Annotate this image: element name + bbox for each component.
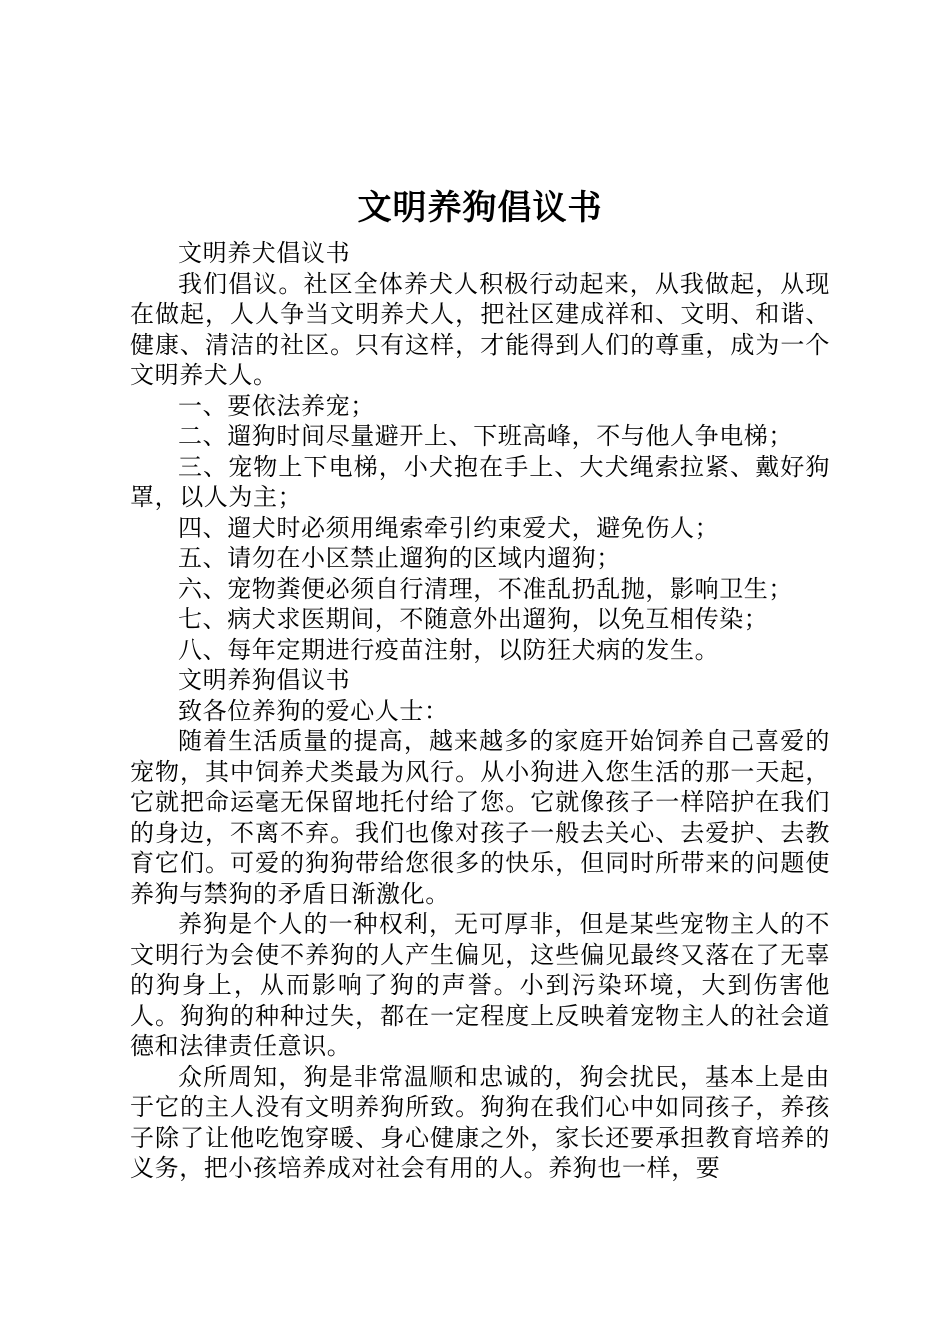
paragraph-item-2: 二、遛狗时间尽量避开上、下班高峰，不与他人争电梯； bbox=[178, 422, 793, 450]
paragraph-item-3: 三、宠物上下电梯，小犬抱在手上、大犬绳索拉紧、戴好狗罩，以人为主； bbox=[130, 452, 830, 511]
paragraph-body-2: 养狗是个人的一种权利，无可厚非，但是某些宠物主人的不文明行为会使不养狗的人产生偏见，这些偏见最终又落在了无辜的狗身上，从而影响了狗的声誉。小到污染环境，大到伤害他人。狗狗的种种过失，都在一定程度上反映着宠物主人的社会道德和法律责任意识。 bbox=[130, 910, 830, 1060]
paragraph-intro: 我们倡议。社区全体养犬人积极行动起来，从我做起，从现在做起，人人争当文明养犬人，把社区建成祥和、文明、和谐、健康、清洁的社区。只有这样，才能得到人们的尊重，成为一个文明养犬人。 bbox=[130, 269, 830, 389]
paragraph-salutation: 致各位养狗的爱心人士： bbox=[178, 696, 449, 725]
paragraph-body-1: 随着生活质量的提高，越来越多的家庭开始饲养自己喜爱的宠物，其中饲养犬类最为风行。从小狗进入您生活的那一天起，它就把命运毫无保留地托付给了您。它就像孩子一样陪护在我们的身边，不离不弃。我们也像对孩子一般去关心、去爱护、去教育它们。可爱的狗狗带给您很多的快乐，但同时所带来的问题使养狗与禁狗的矛盾日渐激化。 bbox=[130, 727, 830, 908]
paragraph-subtitle-2: 文明养狗倡议书 bbox=[178, 666, 351, 694]
paragraph-subtitle-1: 文明养犬倡议书 bbox=[178, 239, 351, 267]
paragraph-item-5: 五、请勿在小区禁止遛狗的区域内遛狗； bbox=[178, 544, 621, 572]
paragraph-item-6: 六、宠物粪便必须自行清理，不准乱扔乱抛，影响卫生； bbox=[178, 574, 793, 603]
document-title: 文明养狗倡议书 bbox=[357, 188, 603, 228]
paragraph-item-1: 一、要依法养宠； bbox=[178, 391, 375, 420]
paragraph-item-7: 七、病犬求医期间，不随意外出遛狗，以免互相传染； bbox=[178, 605, 769, 633]
paragraph-body-3: 众所周知，狗是非常温顺和忠诚的，狗会扰民，基本上是由于它的主人没有文明养狗所致。狗狗在我们心中如同孩子，养孩子除了让他吃饱穿暖、身心健康之外，家长还要承担教育培养的义务，把小孩培养成对社会有用的人。养狗也一样，要 bbox=[130, 1062, 830, 1182]
paragraph-item-4: 四、遛犬时必须用绳索牵引约束爱犬，避免伤人； bbox=[178, 513, 720, 542]
document-page bbox=[130, 182, 830, 1184]
paragraph-item-8: 八、每年定期进行疫苗注射，以防狂犬病的发生。 bbox=[178, 635, 720, 664]
